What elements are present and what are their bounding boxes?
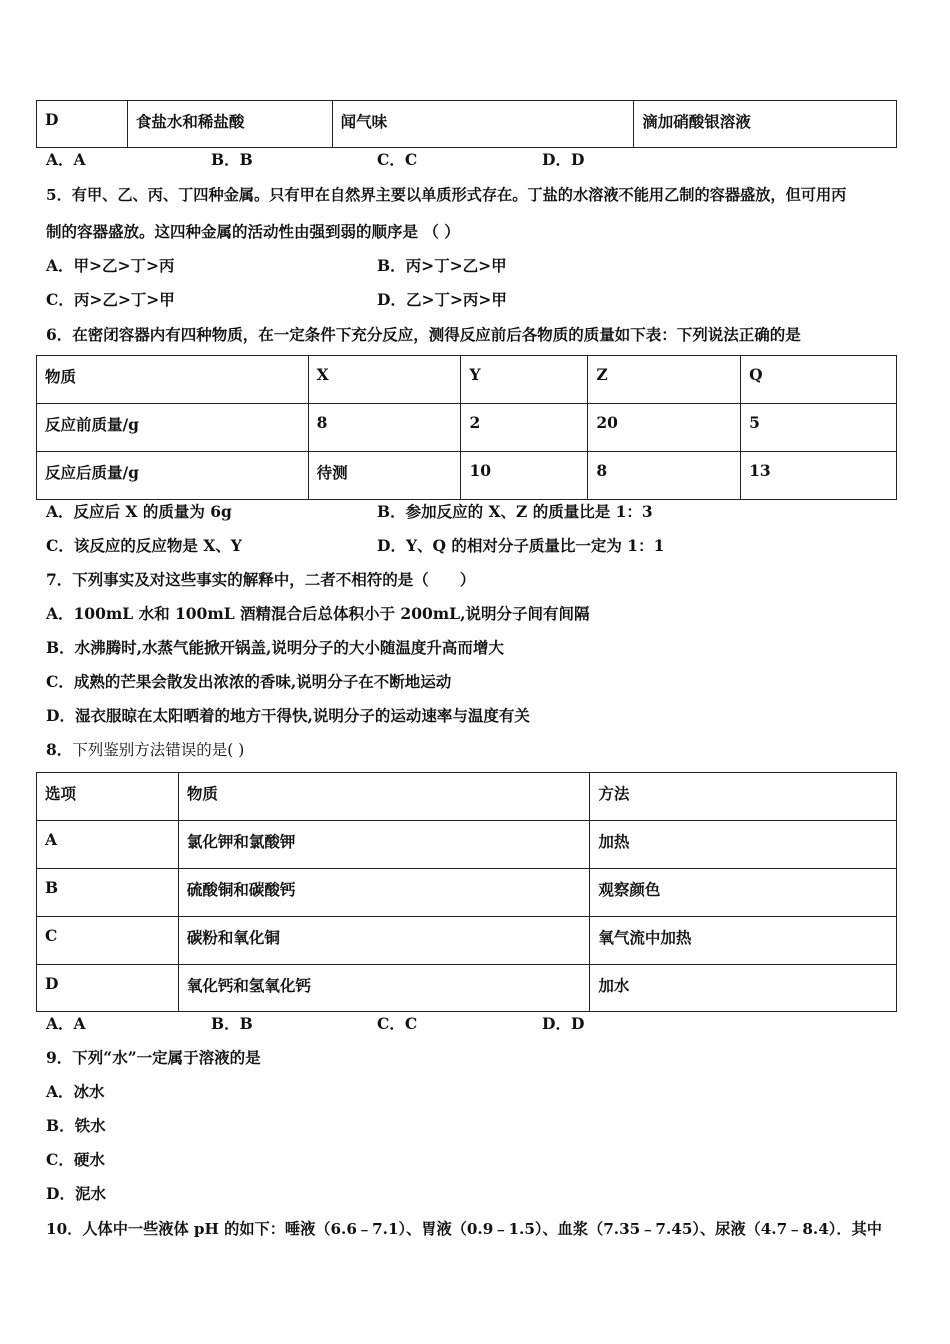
q8-cell: 加热 xyxy=(590,821,897,869)
q4-options xyxy=(46,150,926,170)
q8-options xyxy=(46,1014,926,1034)
q4-option-d[interactable]: D．D xyxy=(542,150,585,169)
q5-option-d[interactable]: D．乙>丁>丙>甲 xyxy=(377,290,507,309)
q8-cell: C xyxy=(37,917,179,965)
q8-header-cell: 方法 xyxy=(590,773,897,821)
q8-cell: 碳粉和氧化铜 xyxy=(178,917,590,965)
q8-number: 8． xyxy=(46,740,73,759)
q8-stem xyxy=(46,740,244,760)
q6-stem: 6．在密闭容器内有四种物质，在一定条件下充分反应，测得反应前后各物质的质量如下表：下列说法正确的是 xyxy=(46,325,801,344)
q6-option-b[interactable]: B．参加反应的 X、Z 的质量比是 1：3 xyxy=(377,502,653,521)
q8-option-b[interactable]: B．B xyxy=(211,1014,253,1033)
q7-option-b[interactable]: B．水沸腾时,水蒸气能掀开锅盖,说明分子的大小随温度升高而增大 xyxy=(46,638,504,657)
q7-option-c[interactable]: C．成熟的芒果会散发出浓浓的香味,说明分子在不断地运动 xyxy=(46,672,452,691)
q4-option-c[interactable]: C．C xyxy=(377,150,418,169)
q4-option-a[interactable]: A．A xyxy=(46,150,86,169)
q6-option-d[interactable]: D．Y、Q 的相对分子质量比一定为 1：1 xyxy=(377,536,665,555)
q8-table xyxy=(36,772,897,1012)
q8-cell: 氧气流中加热 xyxy=(590,917,897,965)
q6-cell: 反应前质量/g xyxy=(37,404,309,452)
q6-option-a[interactable]: A．反应后 X 的质量为 6g xyxy=(46,502,232,521)
q6-cell: 20 xyxy=(588,404,741,452)
q4-cell: 闻气味 xyxy=(332,101,634,148)
q9-option-d[interactable]: D．泥水 xyxy=(46,1184,106,1203)
q8-header-cell: 物质 xyxy=(178,773,590,821)
q6-cell: 8 xyxy=(308,404,461,452)
q4-cell: 食盐水和稀盐酸 xyxy=(127,101,332,148)
q8-cell: 硫酸铜和碳酸钙 xyxy=(178,869,590,917)
q6-header-cell: Z xyxy=(588,356,741,404)
q8-cell: 氯化钾和氯酸钾 xyxy=(178,821,590,869)
q6-cell: 反应后质量/g xyxy=(37,452,309,500)
q6-header-cell: Q xyxy=(741,356,897,404)
q6-cell: 10 xyxy=(461,452,588,500)
q6-header-cell: Y xyxy=(461,356,588,404)
q8-header-cell: 选项 xyxy=(37,773,179,821)
q4-cell: D xyxy=(37,101,128,148)
q4-cell: 滴加硝酸银溶液 xyxy=(634,101,897,148)
q6-table xyxy=(36,355,897,500)
q8-stem-text: 下列鉴别方法错误的是( ) xyxy=(72,741,245,759)
q8-cell: 氧化钙和氢氧化钙 xyxy=(178,965,590,1012)
q8-option-a[interactable]: A．A xyxy=(46,1014,86,1033)
q6-cell: 2 xyxy=(461,404,588,452)
q6-cell: 8 xyxy=(588,452,741,500)
q8-cell: D xyxy=(37,965,179,1012)
q5-option-c[interactable]: C．丙>乙>丁>甲 xyxy=(46,290,175,309)
q4-table xyxy=(36,100,897,148)
q5-option-b[interactable]: B．丙>丁>乙>甲 xyxy=(377,256,507,275)
q7-option-a[interactable]: A．100mL 水和 100mL 酒精混合后总体积小于 200mL,说明分子间有间隔 xyxy=(46,604,590,623)
q10-stem: 10．人体中一些液体 pH 的如下：唾液（6.6﹣7.1）、胃液（0.9﹣1.5）、血浆（7.35﹣7.45）、尿液（4.7﹣8.4）．其中 xyxy=(46,1220,882,1238)
q6-cell: 13 xyxy=(741,452,897,500)
q6-header-cell: X xyxy=(308,356,461,404)
q9-option-b[interactable]: B．铁水 xyxy=(46,1116,106,1135)
q6-cell: 5 xyxy=(741,404,897,452)
q6-option-c[interactable]: C．该反应的反应物是 X、Y xyxy=(46,536,242,555)
q8-cell: 观察颜色 xyxy=(590,869,897,917)
q7-stem: 7．下列事实及对这些事实的解释中，二者不相符的是（ ） xyxy=(46,570,476,589)
q8-cell: A xyxy=(37,821,179,869)
q5-stem-line1: 5．有甲、乙、丙、丁四种金属。只有甲在自然界主要以单质形式存在。丁盐的水溶液不能用乙制的容器盛放，但可用丙 xyxy=(46,186,847,204)
q8-option-d[interactable]: D．D xyxy=(542,1014,585,1033)
q9-stem: 9．下列“水”一定属于溶液的是 xyxy=(46,1048,261,1067)
q5-stem-line2: 制的容器盛放。这四种金属的活动性由强到弱的顺序是 （ ） xyxy=(46,222,460,241)
q8-cell: 加水 xyxy=(590,965,897,1012)
q9-option-c[interactable]: C．硬水 xyxy=(46,1150,105,1169)
q6-header-cell: 物质 xyxy=(37,356,309,404)
q8-cell: B xyxy=(37,869,179,917)
q9-option-a[interactable]: A．冰水 xyxy=(46,1082,105,1101)
q8-option-c[interactable]: C．C xyxy=(377,1014,418,1033)
q4-option-b[interactable]: B．B xyxy=(211,150,253,169)
q5-option-a[interactable]: A．甲>乙>丁>丙 xyxy=(46,256,175,275)
q6-cell: 待测 xyxy=(308,452,461,500)
q7-option-d[interactable]: D．湿衣服晾在太阳晒着的地方干得快,说明分子的运动速率与温度有关 xyxy=(46,706,530,725)
